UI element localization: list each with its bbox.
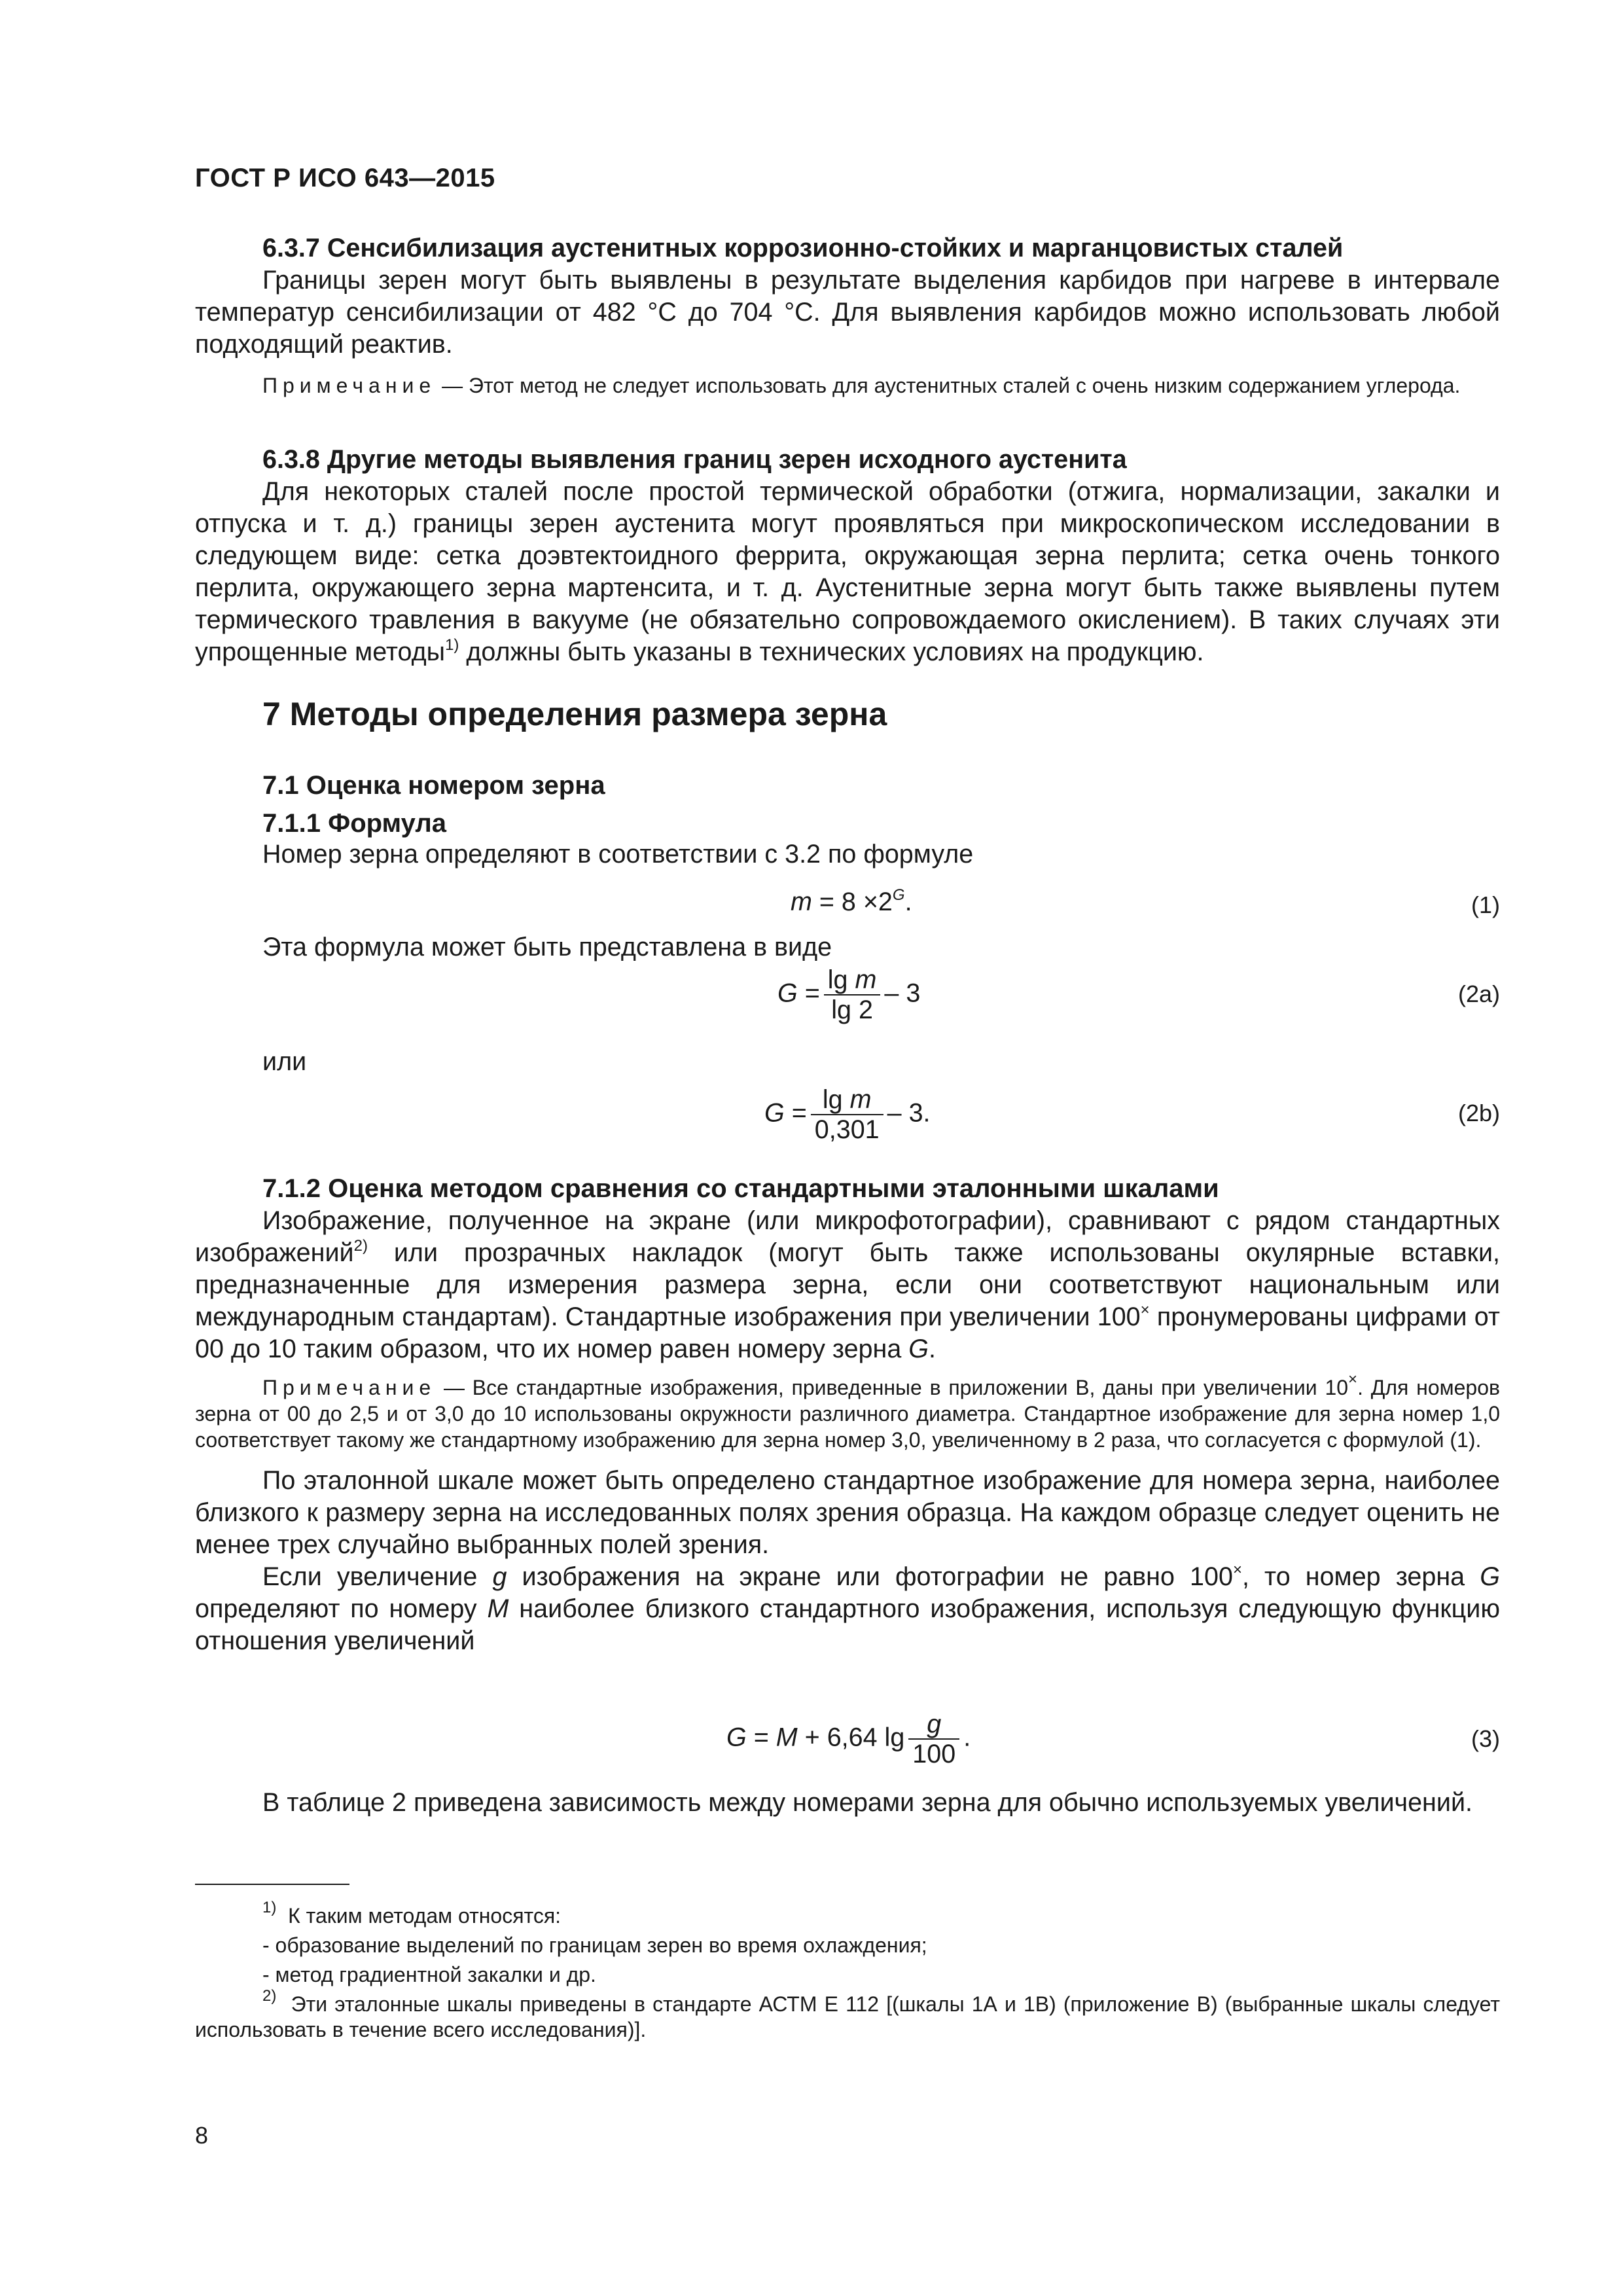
body-text: Если увеличение	[262, 1562, 493, 1591]
eq-exponent: G	[892, 886, 905, 904]
section-7	[195, 695, 1500, 733]
footnote-1	[195, 1899, 1500, 1929]
note-label: Примечание	[262, 374, 437, 397]
footnote-ref-2: 2)	[353, 1237, 368, 1255]
section-7-1-2-p2: По эталонной шкале может быть определено стандартное изображение для номера зерна, наиболее близкого к размеру зерна на исследованных полях зрения образца. На каждом образце следует оценить не менее трех случайно выбранных полей зрения.	[195, 1466, 1500, 1559]
section-7-1	[195, 771, 1500, 800]
eq-text: .	[904, 888, 912, 916]
section-7-title: 7 Методы определения размера зерна	[262, 696, 887, 732]
section-7-1-2-note	[195, 1371, 1501, 1453]
eq-var: m	[855, 965, 877, 994]
eq-var: G	[777, 978, 798, 1008]
eq-var: G	[908, 1335, 929, 1363]
eq-denominator: lg 2	[831, 996, 873, 1024]
eq-fraction	[824, 965, 881, 1024]
body-text: Изображение, полученное на экране (или микрофотографии), сравнивают с рядом стандартных изображений	[195, 1206, 1500, 1267]
body-text: , то номер зерна	[1241, 1562, 1480, 1591]
body-text: или	[262, 1047, 307, 1076]
body-text: Для некоторых сталей после простой термической обработки (отжига, нормализации, закалки и отпуска и т. д.) границы зерен аустенита могут проявляться при микроскопическом исследовании в следующем виде: сетка доэвтектоидного феррита, окружающая зерна перлита; сетка очень тонкого перлита, окружающего зерна мартенсита, и т. д. Аустенитные зерна могут быть также выявлены путем термического травления в вакууме (не обязательно сопровождаемого окислением). В таких случаях эти упрощенные методы	[195, 477, 1500, 666]
equation-3	[726, 1710, 971, 1768]
eq-numerator: g	[908, 1710, 959, 1740]
eq-denominator: 100	[912, 1740, 956, 1768]
page-number: 8	[195, 2122, 209, 2149]
eq-text: =	[797, 978, 820, 1008]
section-7-1-2-title: 7.1.2 Оценка методом сравнения со стандартными эталонными шкалами	[262, 1174, 1219, 1203]
section-6-3-7	[195, 232, 1500, 399]
footnote-divider	[195, 1884, 349, 1885]
eq-var: m	[791, 888, 812, 916]
document-header: ГОСТ Р ИСО 643—2015	[195, 164, 495, 192]
section-7-1-2-p1	[195, 1205, 1500, 1365]
equation-2b	[764, 1085, 931, 1144]
magnification-sign: ×	[1232, 1561, 1242, 1579]
eq-text: =	[746, 1723, 776, 1752]
or-line	[195, 1046, 1500, 1078]
body-text: должны быть указаны в технических условиях на продукцию.	[459, 637, 1204, 666]
eq-text: + 6,64 lg	[797, 1723, 905, 1752]
eq-var: G	[726, 1723, 747, 1752]
note-label: Примечание	[262, 1376, 437, 1399]
eq-text: .	[963, 1723, 971, 1752]
section-6-3-7-note	[195, 372, 1500, 399]
body-text: изображения на экране или фотографии не равно 100	[507, 1562, 1233, 1591]
section-7-1-2	[195, 1173, 1500, 1657]
eq-text: = 8 ×2	[812, 888, 893, 916]
footnote-2	[195, 1987, 1501, 2043]
footnote-item: - метод градиентной закалки и др.	[262, 1963, 596, 1986]
eq-var: G	[764, 1098, 785, 1128]
footnote-ref-1: 1)	[445, 636, 459, 654]
magnification-sign: ×	[1348, 1371, 1358, 1388]
footnote-mark: 1)	[262, 1899, 277, 1916]
magnification-sign: ×	[1140, 1301, 1150, 1319]
eq-fraction	[908, 1710, 959, 1768]
section-7-1-title: 7.1 Оценка номером зерна	[262, 771, 605, 800]
body-text: определяют по номеру	[195, 1594, 488, 1623]
eq-denominator: 0,301	[814, 1115, 880, 1144]
section-7-1-1-alt	[195, 931, 1500, 963]
body-text: Эта формула может быть представлена в виде	[262, 933, 832, 961]
eq-text: – 3	[884, 978, 921, 1008]
eq-var: G	[1480, 1562, 1500, 1591]
eq-text: lg	[822, 1085, 843, 1114]
section-7-1-2-p4	[195, 1787, 1500, 1819]
note-text: — Этот метод не следует использовать для аустенитных сталей с очень низким содержанием углерода.	[436, 374, 1461, 397]
eq-text: =	[784, 1098, 807, 1128]
eq-text: – 3.	[887, 1098, 931, 1128]
footnote-mark: 2)	[262, 1987, 277, 2005]
body-text: .	[929, 1335, 936, 1363]
section-6-3-8-body	[195, 476, 1500, 668]
eq-fraction	[811, 1085, 883, 1144]
eq-var: m	[849, 1085, 872, 1114]
body-text: наиболее близкого стандартного изображения, используя следующую функцию отношения увеличений	[195, 1594, 1500, 1655]
body-text: или прозрачных накладок (могут быть также использованы окулярные вставки, предназначенные для измерения размера зерна, если они соответствуют национальным или международным стандартам). Стандартные изображения при увеличении 100	[195, 1238, 1500, 1331]
eq-var: g	[492, 1562, 507, 1591]
section-7-1-1-intro: Номер зерна определяют в соответствии с 3.2 по формуле	[262, 840, 974, 869]
note-text: — Все стандартные изображения, приведенные в приложении В, даны при увеличении 10	[436, 1376, 1349, 1399]
body-text: В таблице 2 приведена зависимость между номерами зерна для обычно используемых увеличений.	[262, 1788, 1472, 1817]
eq-var: M	[776, 1723, 798, 1752]
equation-2b-number: (2b)	[1457, 1100, 1500, 1126]
eq-text: lg	[827, 965, 848, 994]
footnote-text: К таким методам относятся:	[288, 1904, 562, 1928]
body-text: пронумерованы цифрами от 00 до 10 таким образом, что их номер равен номеру зерна	[195, 1302, 1500, 1363]
section-6-3-8-title: 6.3.8 Другие методы выявления границ зерен исходного аустенита	[262, 445, 1127, 474]
equation-2a-number: (2a)	[1457, 980, 1500, 1007]
eq-var: M	[487, 1594, 509, 1623]
note-text: . Для номеров зерна от 00 до 2,5 и от 3,0 до 10 использованы окружности различного диаметра. Стандартное изображение для зерна номер 1,0 соответствует такому же стандартному изображению для зерна номер 3,0, увеличенному в 2 раза, что согласуется с формулой (1).	[195, 1376, 1501, 1452]
section-6-3-8	[195, 444, 1500, 668]
footnotes	[195, 1899, 1501, 2043]
section-6-3-7-body: Границы зерен могут быть выявлены в результате выделения карбидов при нагреве в интервале температур сенсибилизации от 482 °С до 704 °С. Для выявления карбидов можно использовать любой подходящий реактив.	[195, 266, 1500, 359]
section-6-3-7-title: 6.3.7 Сенсибилизация аустенитных коррозионно-стойких и марганцовистых сталей	[262, 234, 1344, 262]
footnote-text: Эти эталонные шкалы приведены в стандарте АСТМ Е 112 [(шкалы 1А и 1В) (приложение В) (выбранные шкалы следует использовать в течение всего исследования)].	[195, 1992, 1501, 2041]
section-7-1-1	[195, 809, 1500, 870]
equation-1	[791, 888, 912, 917]
equation-1-number: (1)	[1471, 891, 1500, 918]
section-7-1-2-p3	[195, 1561, 1500, 1657]
equation-3-number: (3)	[1471, 1725, 1500, 1752]
equation-2a	[777, 965, 920, 1024]
section-7-1-1-title: 7.1.1 Формула	[262, 809, 446, 838]
footnote-item: - образование выделений по границам зерен во время охлаждения;	[262, 1933, 927, 1957]
